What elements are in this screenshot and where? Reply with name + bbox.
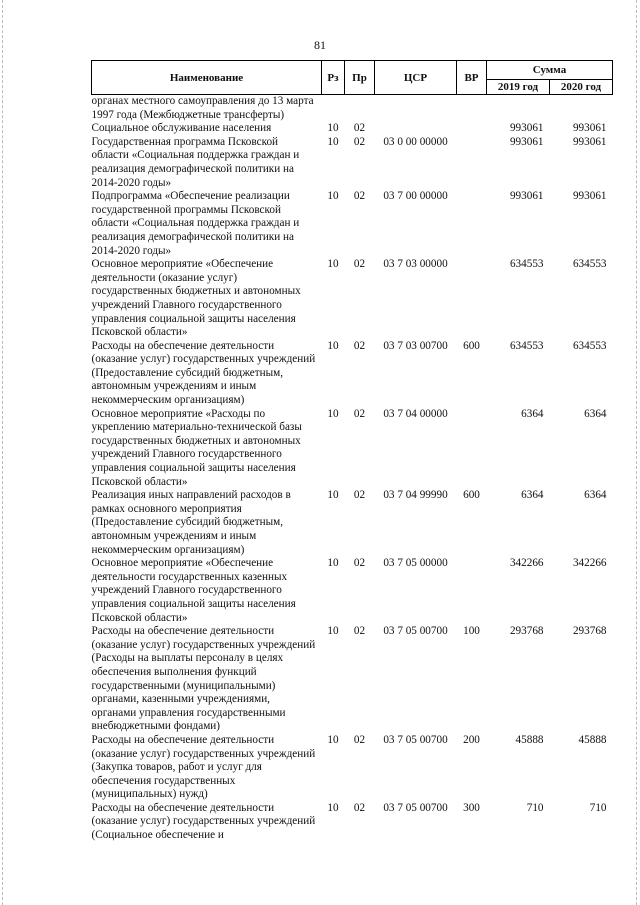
header-sum: Сумма bbox=[487, 61, 613, 80]
cell-csr bbox=[375, 95, 457, 123]
cell-sum-2020: 993061 bbox=[572, 122, 607, 135]
cell-csr: 03 7 05 00000 bbox=[383, 557, 448, 570]
cell-vr bbox=[457, 136, 487, 190]
cell-vr: 600 bbox=[463, 339, 480, 352]
cell-pr: 02 bbox=[353, 489, 366, 502]
cell-vr bbox=[457, 408, 487, 490]
cell-sum-2019: 634553 bbox=[509, 258, 544, 271]
table-body bbox=[92, 95, 613, 843]
table-row bbox=[92, 625, 613, 734]
cell-sum-2019: 6364 bbox=[521, 407, 544, 420]
cell-sum-2020: 342266 bbox=[572, 557, 607, 570]
cell-pr: 02 bbox=[353, 122, 366, 135]
header-vr: ВР bbox=[457, 61, 487, 95]
cell-sum-2020: 993061 bbox=[572, 135, 607, 148]
cell-csr: 03 7 05 00700 bbox=[383, 625, 448, 638]
table-row bbox=[92, 802, 613, 843]
cell-vr: 200 bbox=[463, 733, 480, 746]
cell-vr bbox=[457, 122, 487, 136]
cell-pr: 02 bbox=[353, 801, 366, 814]
table-row bbox=[92, 557, 613, 625]
cell-rz: 10 bbox=[327, 557, 339, 570]
cell-vr bbox=[457, 95, 487, 123]
cell-sum-2020: 993061 bbox=[572, 190, 607, 203]
cell-sum-2020: 45888 bbox=[578, 733, 607, 746]
table-row bbox=[92, 340, 613, 408]
header-year-2019: 2019 год bbox=[487, 80, 550, 95]
cell-pr bbox=[345, 95, 375, 123]
cell-csr: 03 7 03 00700 bbox=[383, 339, 448, 352]
cell-csr: 03 7 00 00000 bbox=[383, 190, 448, 203]
cell-csr: 03 7 04 00000 bbox=[383, 407, 448, 420]
cell-sum-2020: 634553 bbox=[572, 258, 607, 271]
table-row bbox=[92, 190, 613, 258]
budget-table-container bbox=[91, 60, 612, 843]
cell-sum-2019: 293768 bbox=[509, 625, 544, 638]
cell-name: Основное мероприятие «Обеспечение деятельности государственных казенных учреждений Главного государственного управления социальной защиты населения Псковской области» bbox=[91, 557, 296, 624]
cell-vr: 300 bbox=[463, 801, 480, 814]
cell-sum-2020: 710 bbox=[589, 801, 607, 814]
cell-csr: 03 7 03 00000 bbox=[383, 258, 448, 271]
cell-name: Расходы на обеспечение деятельности (оказание услуг) государственных учреждений (Расходы на выплаты персоналу в целях обеспечения выполнения функций государственными (муниципальными) органами, казенными учреждениями, органами управления государственными внебюджетными фондами) bbox=[91, 625, 316, 733]
cell-vr: 100 bbox=[463, 625, 480, 638]
cell-rz: 10 bbox=[327, 733, 339, 746]
cell-csr: 03 7 05 00700 bbox=[383, 801, 448, 814]
cell-pr: 02 bbox=[353, 190, 366, 203]
cell-csr bbox=[375, 122, 457, 136]
cell-name: Расходы на обеспечение деятельности (оказание услуг) государственных учреждений (Закупка товаров, работ и услуг для обеспечения государственных (муниципальных) нужд) bbox=[91, 733, 316, 801]
cell-sum-2019: 342266 bbox=[509, 557, 544, 570]
cell-sum-2020: 6364 bbox=[584, 407, 607, 420]
cell-vr: 600 bbox=[463, 489, 480, 502]
cell-name: органах местного самоуправления до 13 марта 1997 года (Межбюджетные трансферты) bbox=[91, 95, 314, 121]
cell-csr: 03 0 00 00000 bbox=[383, 135, 448, 148]
cell-pr: 02 bbox=[353, 625, 366, 638]
table-row bbox=[92, 408, 613, 490]
cell-pr: 02 bbox=[353, 258, 366, 271]
header-rz: Рз bbox=[322, 61, 345, 95]
table-row bbox=[92, 122, 613, 136]
cell-name: Основное мероприятие «Обеспечение деятельности (оказание услуг) государственных бюджетных и автономных учреждений Главного государственного управления социальной защиты населения Псковской области» bbox=[91, 258, 301, 339]
cell-rz: 10 bbox=[327, 801, 339, 814]
cell-csr: 03 7 04 99990 bbox=[383, 489, 448, 502]
cell-name: Социальное обслуживание населения bbox=[91, 122, 272, 135]
table-header bbox=[92, 61, 613, 95]
cell-sum-2020: 634553 bbox=[572, 339, 607, 352]
scan-edge-right bbox=[636, 0, 638, 905]
cell-csr: 03 7 05 00700 bbox=[383, 733, 448, 746]
cell-rz bbox=[322, 95, 345, 123]
header-name: Наименование bbox=[92, 61, 322, 95]
cell-rz: 10 bbox=[327, 122, 339, 135]
cell-sum-2019: 710 bbox=[526, 801, 544, 814]
page-number: 81 bbox=[314, 38, 326, 52]
cell-sum-2019: 6364 bbox=[521, 489, 544, 502]
table-row bbox=[92, 258, 613, 340]
cell-vr bbox=[457, 557, 487, 625]
cell-name: Расходы на обеспечение деятельности (оказание услуг) государственных учреждений (Предоставление субсидий бюджетным, автономным учреждениям и иным некоммерческим организациям) bbox=[91, 339, 316, 407]
cell-rz: 10 bbox=[327, 489, 339, 502]
cell-sum-2020: 6364 bbox=[584, 489, 607, 502]
cell-name: Подпрограмма «Обеспечение реализации государственной программы Псковской области «Социальная поддержка граждан и реализация демографической политики на 2014-2020 годы» bbox=[91, 190, 300, 257]
header-pr: Пр bbox=[345, 61, 375, 95]
cell-rz: 10 bbox=[327, 258, 339, 271]
table-row bbox=[92, 95, 613, 123]
cell-pr: 02 bbox=[353, 557, 366, 570]
cell-pr: 02 bbox=[353, 135, 366, 148]
cell-vr bbox=[457, 258, 487, 340]
header-csr: ЦСР bbox=[375, 61, 457, 95]
cell-rz: 10 bbox=[327, 190, 339, 203]
cell-sum-2019: 993061 bbox=[509, 135, 544, 148]
scan-edge-left bbox=[2, 0, 4, 905]
cell-pr: 02 bbox=[353, 407, 366, 420]
header-year-2020: 2020 год bbox=[550, 80, 613, 95]
cell-sum-2019 bbox=[487, 95, 550, 123]
cell-sum-2019: 993061 bbox=[509, 122, 544, 135]
cell-name: Государственная программа Псковской области «Социальная поддержка граждан и реализация демографической политики на 2014-2020 годы» bbox=[91, 135, 300, 189]
table-row bbox=[92, 734, 613, 802]
cell-name: Реализация иных направлений расходов в рамках основного мероприятия (Предоставление субсидий бюджетным, автономным учреждениям и иным некоммерческим организациям) bbox=[91, 489, 291, 556]
cell-rz: 10 bbox=[327, 339, 339, 352]
cell-rz: 10 bbox=[327, 625, 339, 638]
cell-name: Основное мероприятие «Расходы по укреплению материально-технической базы государственных бюджетных и автономных учреждений Главного государственного управления социальной защиты населения Псковской области» bbox=[91, 407, 302, 488]
cell-rz: 10 bbox=[327, 407, 339, 420]
cell-sum-2020: 293768 bbox=[572, 625, 607, 638]
table-row bbox=[92, 489, 613, 557]
cell-pr: 02 bbox=[353, 339, 366, 352]
cell-sum-2020 bbox=[550, 95, 613, 123]
cell-name: Расходы на обеспечение деятельности (оказание услуг) государственных учреждений (Социальное обеспечение и bbox=[91, 801, 316, 842]
table-row bbox=[92, 136, 613, 190]
cell-sum-2019: 993061 bbox=[509, 190, 544, 203]
cell-rz: 10 bbox=[327, 135, 339, 148]
budget-table bbox=[91, 60, 613, 843]
cell-vr bbox=[457, 190, 487, 258]
cell-sum-2019: 45888 bbox=[515, 733, 544, 746]
cell-sum-2019: 634553 bbox=[509, 339, 544, 352]
cell-pr: 02 bbox=[353, 733, 366, 746]
